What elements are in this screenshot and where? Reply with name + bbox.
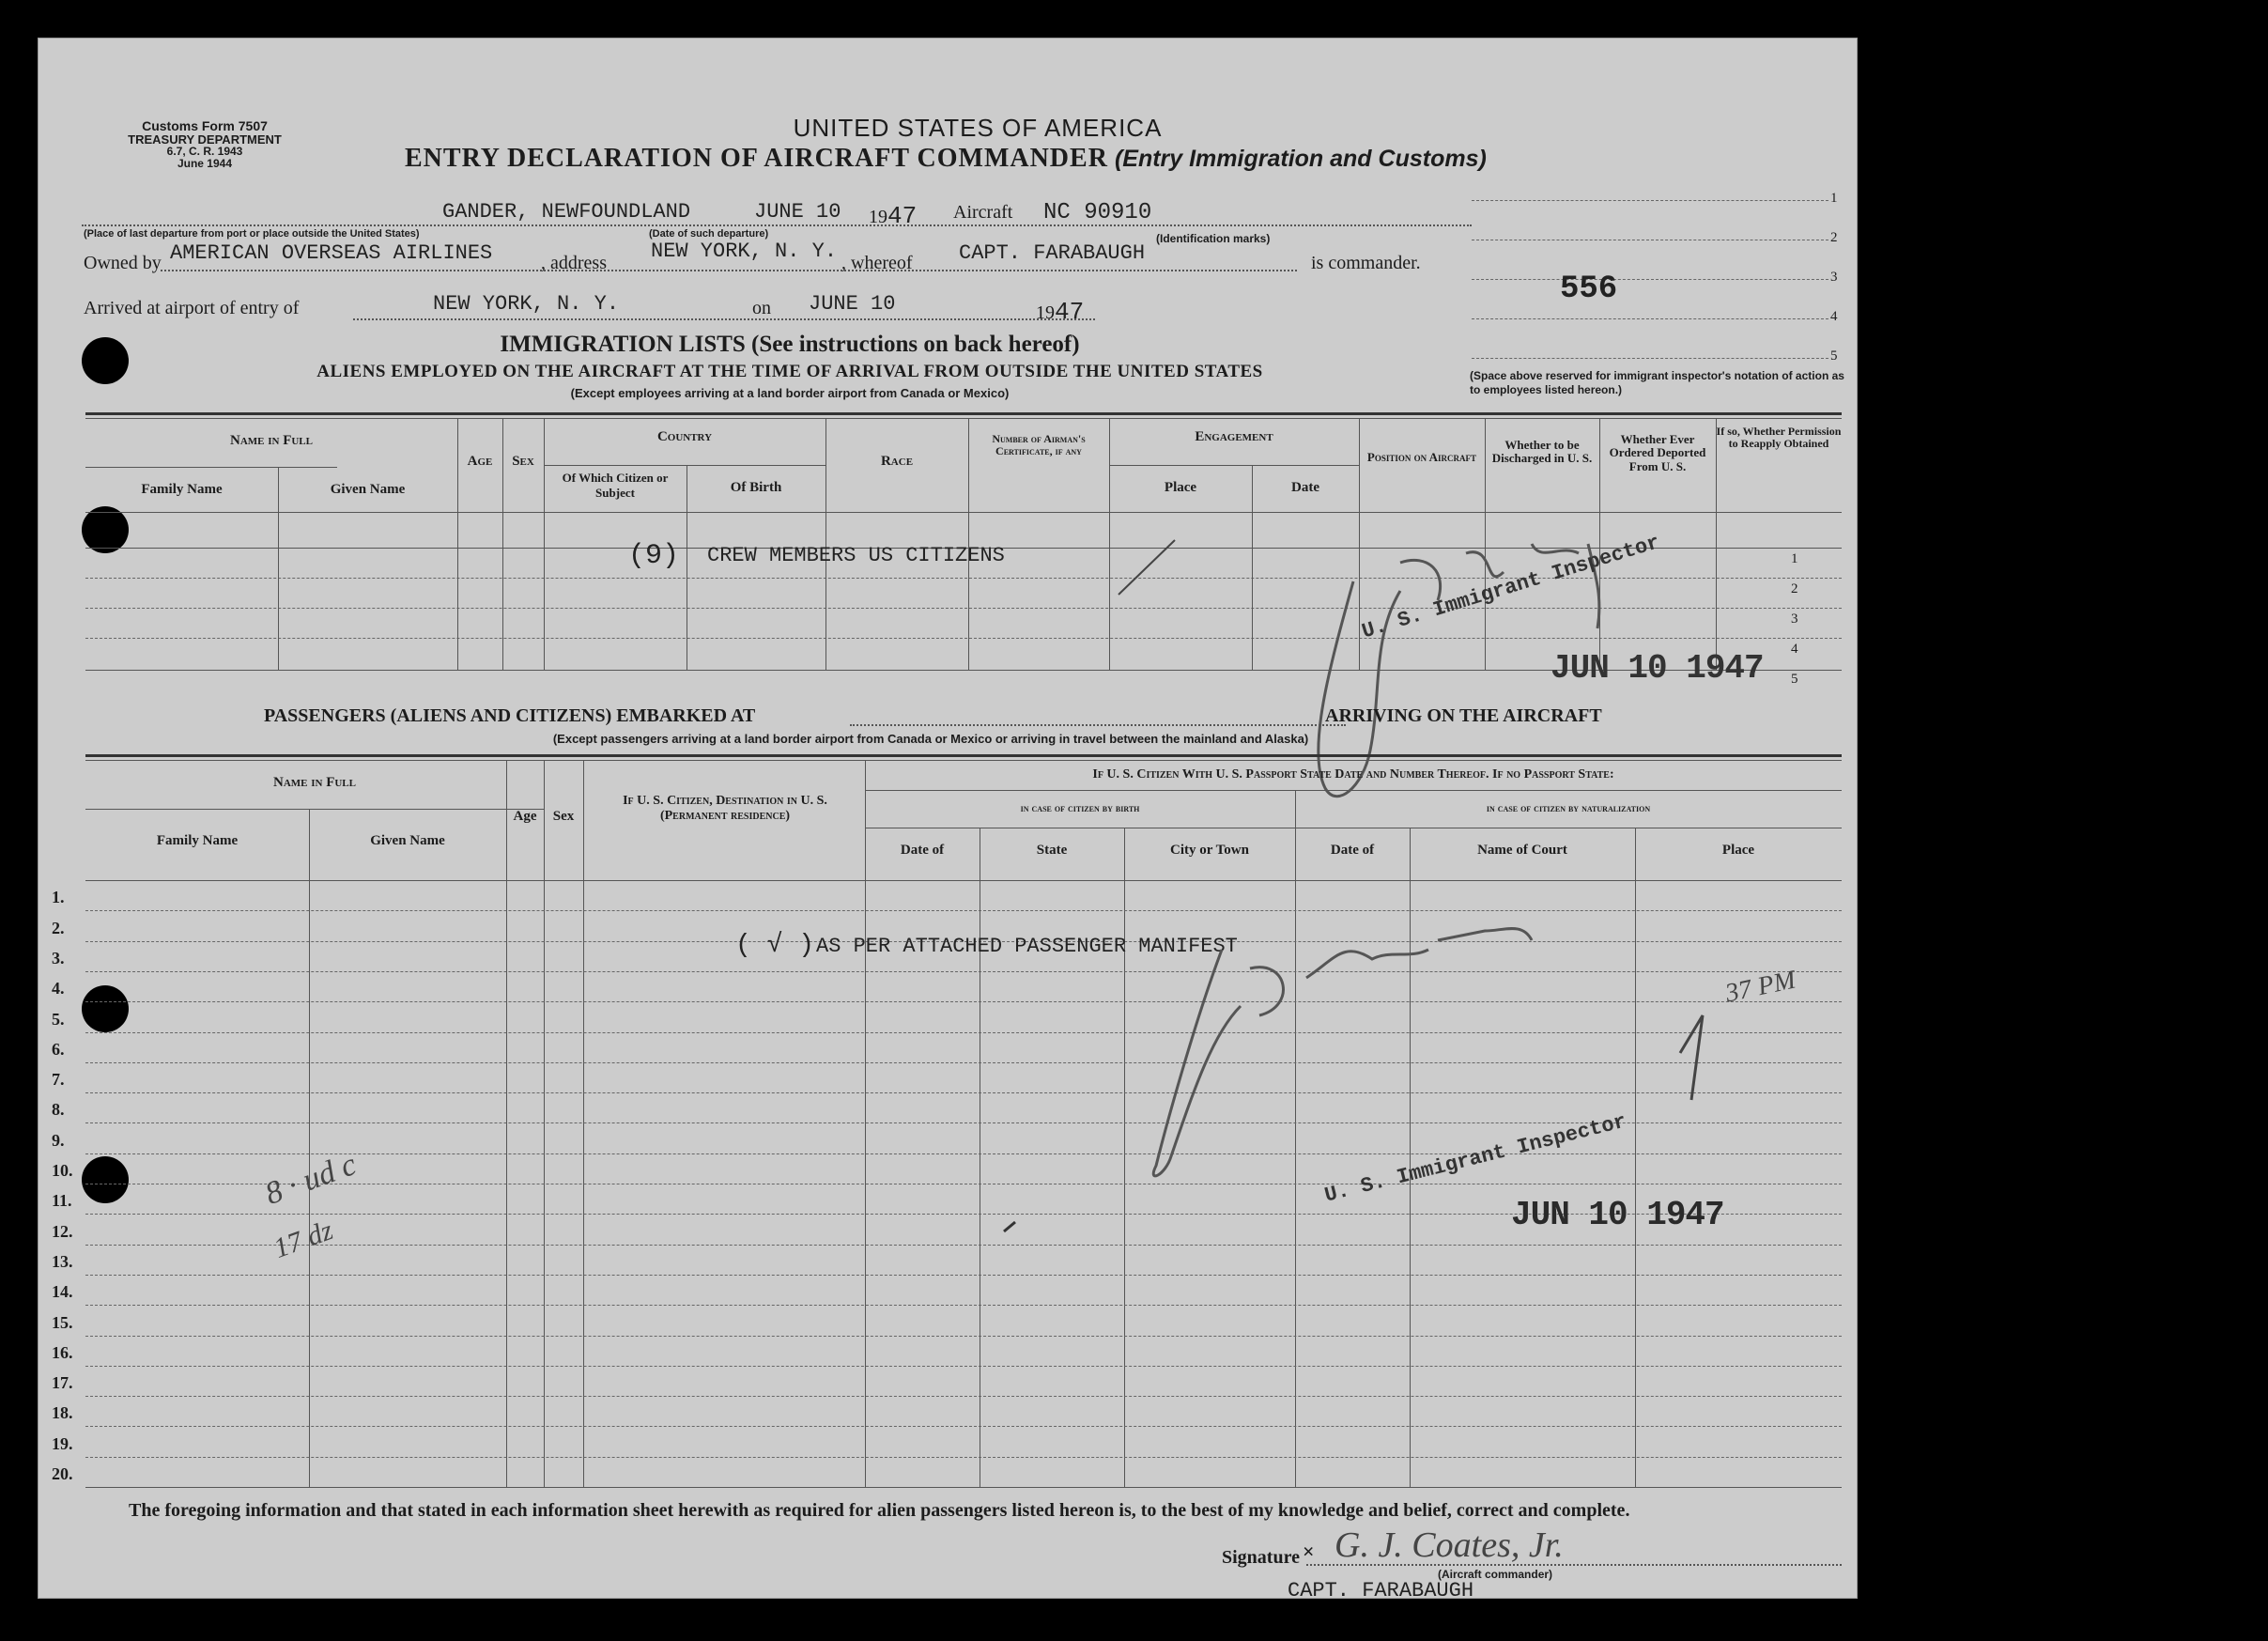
t2-by-naturalization: in case of citizen by naturalization	[1486, 801, 1651, 814]
passenger-row-line	[85, 1426, 1842, 1427]
signature-scrawl-2	[1153, 929, 1532, 1176]
date-stamp-2: JUN 10 1947	[1511, 1196, 1724, 1234]
ink-dot	[1004, 1222, 1015, 1231]
year-prefix: 19	[1036, 302, 1055, 323]
t1-age: Age	[467, 454, 493, 469]
inspector-number: 556	[1560, 271, 1618, 307]
department: TREASURY DEPARTMENT	[128, 132, 282, 147]
inspector-row-5: 5	[1830, 348, 1838, 364]
immigration-note: (Except employees arriving at a land border airport from Canada or Mexico)	[570, 386, 1010, 400]
margin-note: 8 · ud c	[260, 1147, 362, 1213]
t1-place: Place	[1164, 480, 1197, 495]
date-caption: (Date of such departure)	[649, 228, 769, 240]
inspector-caption: (Space above reserved for immigrant inspector's notation of action as to employees listed hereon.)	[1470, 369, 1844, 396]
crew-count: (9)	[628, 540, 680, 572]
tick-mark	[1680, 1015, 1703, 1100]
t1-position: Position on Aircraft	[1366, 450, 1477, 464]
t1-country: Country	[656, 429, 713, 444]
t2-by-birth: in case of citizen by birth	[1020, 801, 1140, 814]
regulation: 6.7, C. R. 1943	[166, 145, 243, 159]
passenger-row-number: 15.	[52, 1312, 73, 1332]
passengers-title-right: ARRIVING ON THE AIRCRAFT	[1325, 705, 1602, 726]
t2-given-name: Given Name	[370, 833, 445, 848]
t2-place: Place	[1721, 843, 1755, 858]
t1-sex: Sex	[512, 454, 534, 469]
t2-passport: If U. S. Citizen With U. S. Passport State Date and Number Thereof. If no Passport State:	[1092, 767, 1614, 782]
commander-name: CAPT. FARABAUGH	[959, 241, 1146, 265]
passenger-row-number: 10.	[52, 1161, 73, 1180]
passenger-row-number: 7.	[52, 1070, 65, 1090]
t1-row-4: 4	[1791, 642, 1798, 657]
t1-row-3: 3	[1791, 612, 1798, 627]
form-date: June 1944	[177, 156, 233, 170]
ident-caption: (Identification marks)	[1156, 232, 1271, 245]
passenger-row-number: 6.	[52, 1039, 65, 1059]
t1-name-in-full: Name in Full	[229, 433, 313, 448]
date-stamp-1: JUN 10 1947	[1551, 649, 1764, 688]
arrival-on-label: on	[752, 298, 771, 318]
form-title: ENTRY DECLARATION OF AIRCRAFT COMMANDER	[405, 144, 1108, 173]
whereof-label: , whereof	[841, 253, 913, 273]
passenger-row-number: 8.	[52, 1100, 65, 1120]
passenger-row-number: 16.	[52, 1342, 73, 1362]
inspector-stamp-2: U. S. Immigrant Inspector	[1321, 1109, 1629, 1208]
inspector-row-1: 1	[1830, 191, 1838, 206]
passenger-row-line	[85, 1305, 1842, 1306]
form-title-row	[405, 144, 1487, 174]
t2-sex: Sex	[552, 809, 575, 824]
t2-date-of: Date of	[900, 843, 945, 858]
address-label: , address	[541, 253, 607, 273]
owner-address: NEW YORK, N. Y.	[651, 240, 838, 263]
t1-of-birth: Of Birth	[730, 480, 782, 495]
passenger-row-number: 4.	[52, 979, 65, 999]
manifest-check: ( √ )	[735, 931, 815, 960]
margin-note-2: 17 dz	[270, 1215, 337, 1265]
form-id-block	[78, 119, 332, 170]
punch-hole	[82, 337, 129, 384]
t2-city: City or Town	[1170, 843, 1249, 858]
passenger-row-line	[85, 1457, 1842, 1458]
passenger-row-number: 3.	[52, 948, 65, 968]
punch-hole	[82, 506, 129, 553]
passenger-row-number: 12.	[52, 1221, 73, 1241]
t1-engagement: Engagement	[1195, 429, 1273, 444]
inspector-stamp-1: U. S. Immigrant Inspector	[1359, 531, 1663, 644]
signature-mark: ×	[1303, 1540, 1315, 1563]
passenger-row-number: 11.	[52, 1191, 72, 1211]
immigration-subtitle: ALIENS EMPLOYED ON THE AIRCRAFT AT THE TIME OF ARRIVAL FROM OUTSIDE THE UNITED STATES	[316, 362, 1263, 381]
immigration-title: IMMIGRATION LISTS (See instructions on back hereof)	[500, 332, 1080, 357]
t1-row-2: 2	[1791, 581, 1798, 596]
passengers-note: (Except passengers arriving at a land border airport from Canada or Mexico or arriving in travel between the mainland and Alaska)	[552, 732, 1309, 746]
arrival-place: NEW YORK, N. Y.	[433, 292, 620, 316]
passenger-row-number: 5.	[52, 1009, 65, 1029]
t1-row-1: 1	[1791, 551, 1798, 566]
arrival-label: Arrived at airport of entry of	[84, 298, 300, 318]
year-suffix: 47	[887, 202, 918, 230]
t2-date-of-2: Date of	[1330, 843, 1375, 858]
t1-permission: If so, Whether Permission to Reapply Obtained	[1716, 425, 1842, 451]
passenger-row-number: 18.	[52, 1403, 73, 1423]
t1-race: Race	[880, 454, 914, 469]
is-commander-label: is commander.	[1311, 253, 1421, 273]
passenger-row-line	[85, 1396, 1842, 1397]
dash-mark	[1119, 540, 1175, 595]
passenger-row-number: 9.	[52, 1130, 65, 1150]
form-number: Customs Form 7507	[142, 118, 268, 133]
t1-airman-cert: Number of Airman's Certificate, if any	[992, 432, 1086, 458]
aircraft-ident: NC 90910	[1043, 200, 1152, 225]
year-suffix: 47	[1055, 298, 1085, 326]
t2-age: Age	[513, 809, 537, 824]
t1-given-name: Given Name	[330, 482, 406, 497]
passenger-row-number: 14.	[52, 1282, 73, 1302]
manifest-entry: AS PER ATTACHED PASSENGER MANIFEST	[816, 935, 1238, 958]
commander-signature: G. J. Coates, Jr.	[1335, 1525, 1564, 1565]
t2-family-name: Family Name	[156, 833, 239, 848]
passengers-title-left: PASSENGERS (ALIENS AND CITIZENS) EMBARKED AT	[264, 705, 756, 726]
country-heading: UNITED STATES OF AMERICA	[793, 114, 1163, 142]
departure-date: JUNE 10	[754, 200, 841, 224]
t2-state: State	[1036, 843, 1068, 858]
crew-entry: CREW MEMBERS US CITIZENS	[707, 544, 1005, 567]
place-caption: (Place of last departure from port or place outside the United States)	[84, 228, 420, 240]
arrival-year	[1036, 298, 1084, 326]
t2-name-in-full: Name in Full	[272, 775, 356, 790]
corner-note: 37 PM	[1722, 965, 1798, 1009]
owner-name: AMERICAN OVERSEAS AIRLINES	[170, 241, 493, 265]
aircraft-label: Aircraft	[953, 202, 1013, 223]
inspector-row-3: 3	[1830, 270, 1838, 285]
t1-deported: Whether Ever Ordered Deported From U. S.	[1609, 432, 1706, 473]
t2-court: Name of Court	[1477, 843, 1567, 858]
passenger-row-line	[85, 1336, 1842, 1337]
departure-place: GANDER, NEWFOUNDLAND	[442, 200, 691, 224]
commander-caption: (Aircraft commander)	[1438, 1568, 1553, 1581]
passenger-row-number: 17.	[52, 1373, 73, 1393]
t1-citizen-of: Of Which Citizen or Subject	[562, 471, 669, 500]
inspector-row-2: 2	[1830, 230, 1838, 245]
signature-label: Signature	[1222, 1547, 1300, 1568]
arrival-date: JUNE 10	[809, 292, 896, 316]
t1-date: Date	[1291, 480, 1319, 495]
passenger-row-number: 13.	[52, 1251, 73, 1271]
t1-discharged: Whether to be Discharged in U. S.	[1491, 438, 1593, 466]
passenger-row-number: 2.	[52, 918, 65, 937]
t2-destination: If U. S. Citizen, Destination in U. S. (Permanent residence)	[623, 794, 827, 824]
passenger-row-line	[85, 1366, 1842, 1367]
passenger-row-number: 1.	[52, 888, 65, 907]
passenger-row-number: 20.	[52, 1464, 73, 1483]
owned-by-label: Owned by	[84, 253, 162, 273]
t1-family-name: Family Name	[141, 482, 223, 497]
form-subtitle: (Entry Immigration and Customs)	[1114, 146, 1487, 172]
form-sheet	[38, 38, 1858, 1602]
commander-typed-name: CAPT. FARABAUGH	[1288, 1579, 1474, 1602]
passenger-row-number: 19.	[52, 1433, 73, 1453]
declaration-statement: The foregoing information and that stated in each information sheet herewith as required for alien passengers listed hereon is, to the best of my knowledge and belief, correct and complete.	[129, 1500, 1630, 1521]
year-prefix: 19	[869, 207, 887, 227]
t1-row-5: 5	[1791, 672, 1798, 687]
inspector-row-4: 4	[1830, 309, 1838, 324]
